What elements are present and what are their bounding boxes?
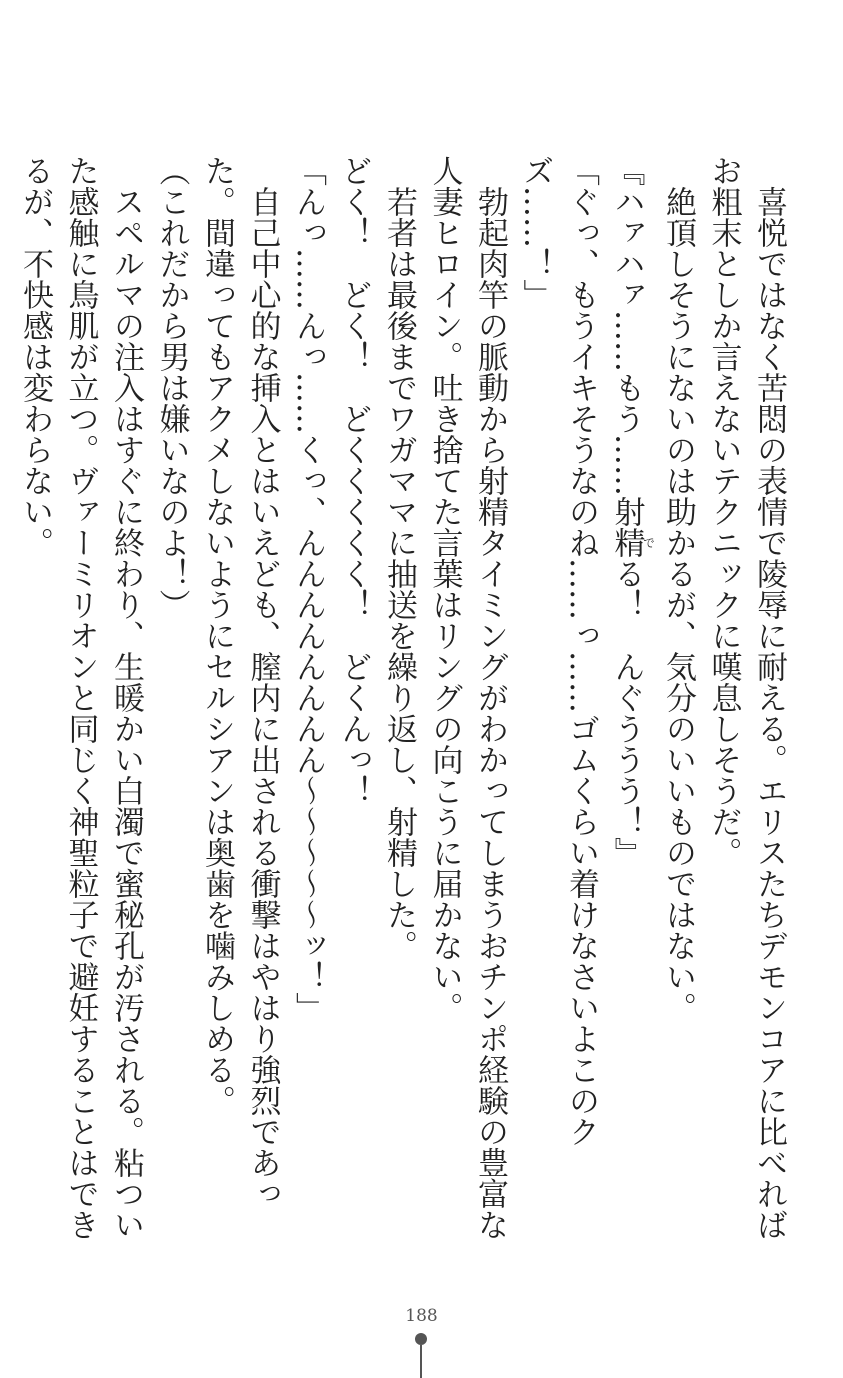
folio-line bbox=[420, 1345, 422, 1378]
page-number: 188 bbox=[405, 1306, 438, 1326]
paragraph-11: スペルマの注入はすぐに終わり、生暖かい白濁で蜜秘孔が汚される。粘ついた感触に鳥肌が立つ。ヴァーミリオンと同じく神聖粒子で避妊することはできるが、不快感は変わらない。 bbox=[17, 155, 144, 1240]
paragraph-5: 勃起肉竿の脈動から射精タイミングがわかってしまうおチンポ経験の豊富な人妻ヒロイン。吐き捨てた言葉はリングの向こうに届かない。 bbox=[426, 155, 508, 1240]
ruby-annotation bbox=[608, 527, 656, 558]
paragraph-3-after: る！ んぐううう！』 bbox=[608, 558, 645, 868]
paragraph-3-before: 『ハァハァ……もう……射 bbox=[608, 155, 645, 527]
paragraph-3 bbox=[603, 155, 655, 1260]
paragraph-10: （これだから男は嫌いなのよ！） bbox=[153, 155, 190, 620]
ruby-base: 精 bbox=[608, 527, 645, 558]
paragraph-9: 自己中心的な挿入とはいえども、膣内に出される衝撃はやはり強烈であった。間違ってもアクメしないようにセルシアンは奥歯を噛みしめる。 bbox=[199, 155, 281, 1209]
paragraph-6: 若者は最後までワガママに抽送を繰り返し、射精した。 bbox=[381, 186, 417, 961]
paragraph-8: 「んっ……んっ……くっ、んんんんんんんん～～～～～ッ！」 bbox=[290, 155, 326, 1023]
paragraph-4: 「ぐっ、もうイキそうなのね……っ……ゴムくらい着けなさいよこのクズ……！」 bbox=[517, 155, 599, 1147]
paragraph-7: どく！ どく！ どくくくくく！ どくんっ！ bbox=[335, 155, 372, 806]
vertical-text-body bbox=[12, 155, 792, 1260]
folio-dot-icon bbox=[415, 1333, 427, 1345]
ruby-reading: で bbox=[641, 527, 656, 558]
paragraph-2: 絶頂しそうにないのは助かるが、気分のいいものではない。 bbox=[660, 186, 696, 1023]
paragraph-1: 喜悦ではなく苦悶の表情で陵辱に耐える。エリスたちデモンコアに比べればお粗末としか言えないテクニックに嘆息しそうだ。 bbox=[705, 155, 787, 1240]
